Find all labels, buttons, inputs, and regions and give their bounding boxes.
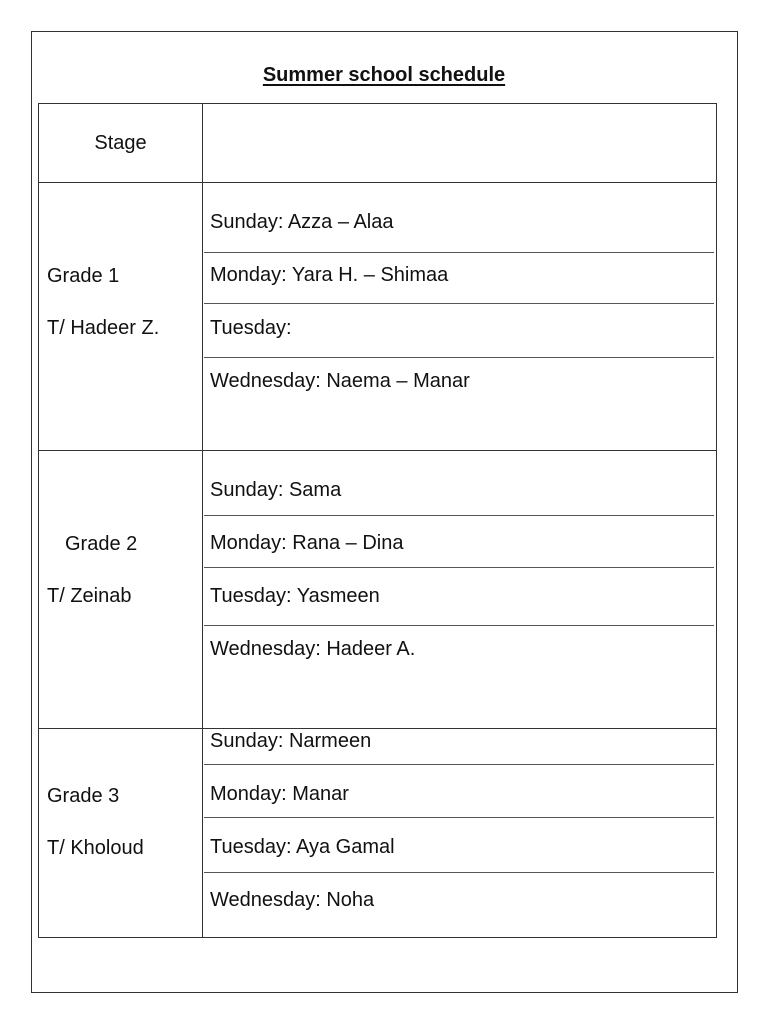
stage-header: Stage xyxy=(94,131,147,154)
day-entry: Tuesday: xyxy=(210,317,292,339)
day-divider xyxy=(204,357,714,358)
day-divider xyxy=(204,567,714,568)
day-entry: Sunday: Sama xyxy=(210,479,342,501)
day-divider xyxy=(204,252,714,253)
stage-cell-grade-2 xyxy=(39,518,189,622)
day-entry: Wednesday: Naema – Manar xyxy=(210,370,470,392)
row-divider xyxy=(39,182,716,183)
day-entry: Sunday: Narmeen xyxy=(210,730,372,752)
day-entry: Tuesday: Aya Gamal xyxy=(210,836,395,858)
day-divider xyxy=(204,625,714,626)
stage-cell-grade-3 xyxy=(47,770,197,874)
day-entry: Wednesday: Noha xyxy=(210,889,375,911)
day-divider xyxy=(204,872,714,873)
grade-label: Grade 2 xyxy=(65,533,138,555)
day-entry: Tuesday: Yasmeen xyxy=(210,585,380,607)
day-divider xyxy=(204,515,714,516)
teacher-label: T/ Hadeer Z. xyxy=(47,317,160,339)
day-divider xyxy=(204,764,714,765)
day-entry: Monday: Yara H. – Shimaa xyxy=(210,264,449,286)
day-entry: Monday: Manar xyxy=(210,783,349,805)
day-divider xyxy=(204,817,714,818)
grade-label: Grade 1 xyxy=(47,265,120,287)
row-divider xyxy=(39,450,716,451)
teacher-label: T/ Kholoud xyxy=(47,837,144,859)
column-divider xyxy=(202,104,203,937)
row-divider xyxy=(39,728,716,729)
grade-label: Grade 3 xyxy=(47,785,120,807)
schedule-table xyxy=(38,103,717,938)
stage-cell-grade-1 xyxy=(47,250,197,354)
teacher-label: T/ Zeinab xyxy=(47,585,132,607)
day-entry: Monday: Rana – Dina xyxy=(210,532,404,554)
day-divider xyxy=(204,303,714,304)
document-title: Summer school schedule xyxy=(262,64,506,86)
day-entry: Wednesday: Hadeer A. xyxy=(210,638,416,660)
day-entry: Sunday: Azza – Alaa xyxy=(210,211,394,233)
